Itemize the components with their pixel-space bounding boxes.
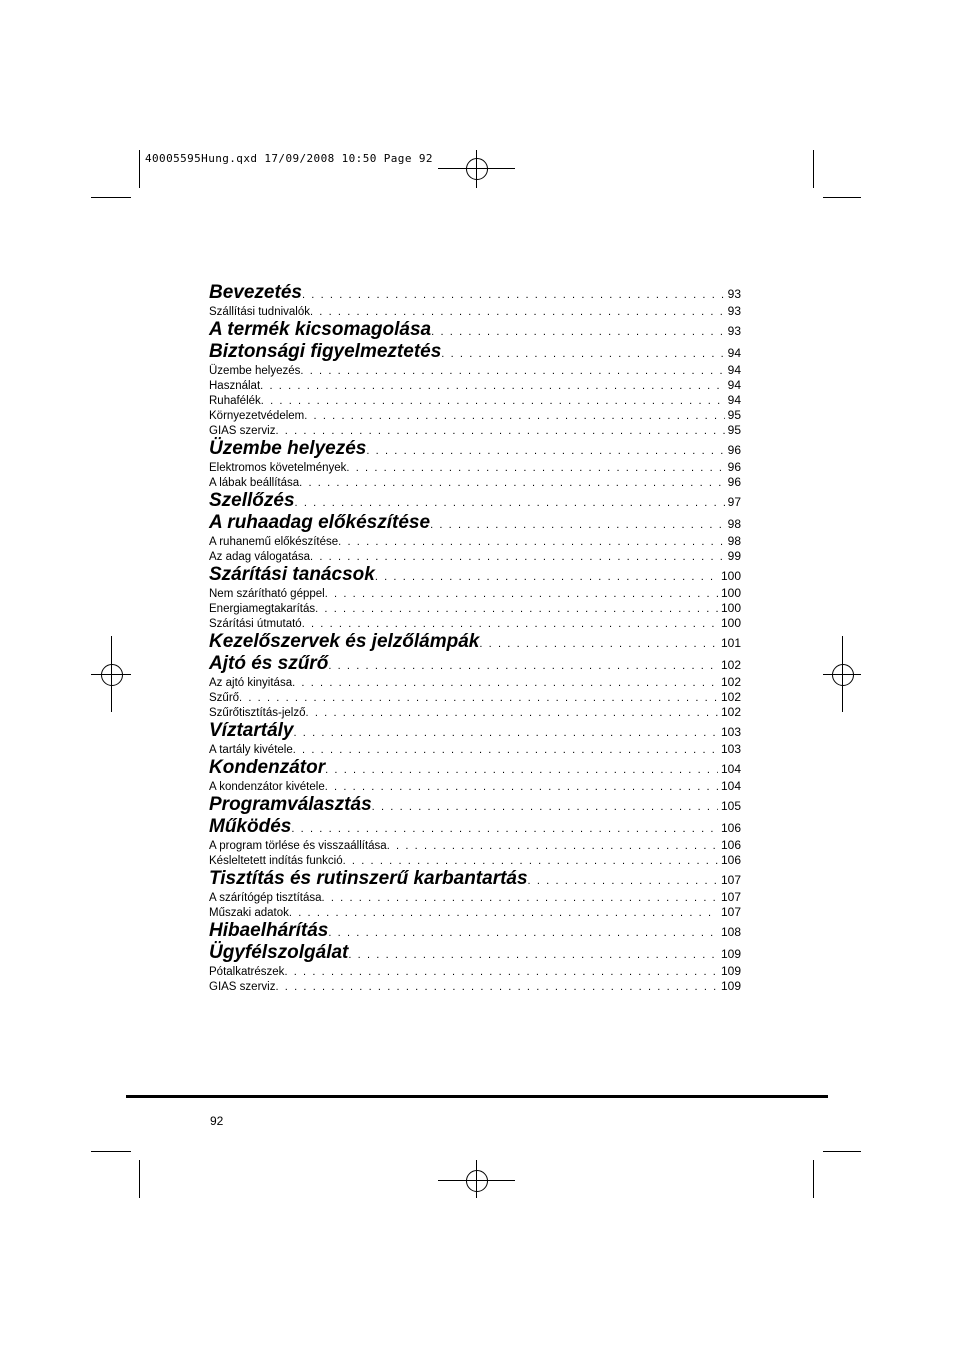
- toc-section: [209, 490, 741, 512]
- toc-page-number: 94: [727, 378, 741, 392]
- toc-label: Az adag válogatása: [209, 551, 311, 563]
- toc-leader-dots: [366, 445, 724, 457]
- crop-mark: [813, 150, 814, 188]
- toc-leader-dots: [315, 603, 718, 615]
- toc-leader-dots: [310, 551, 725, 563]
- toc-leader-dots: [387, 840, 718, 852]
- toc-page-number: 100: [720, 601, 741, 615]
- toc-section: [209, 564, 741, 586]
- registration-circle: [466, 1170, 488, 1192]
- toc-leader-dots: [293, 727, 717, 739]
- toc-page-number: 100: [720, 616, 741, 630]
- toc-leader-dots: [328, 660, 718, 672]
- toc-page-number: 102: [720, 705, 741, 719]
- toc-label: Kezelőszervek és jelzőlámpák: [209, 631, 480, 652]
- toc-label: Műszaki adatok: [209, 907, 289, 919]
- toc-subsection: [209, 964, 741, 979]
- toc-section: [209, 942, 741, 964]
- toc-leader-dots: [325, 781, 718, 793]
- toc-section: [209, 653, 741, 675]
- toc-page-number: 104: [720, 762, 741, 776]
- toc-page-number: 94: [727, 346, 741, 360]
- toc-label: Működés: [209, 816, 292, 837]
- toc-subsection: [209, 690, 741, 705]
- toc-label: GIAS szerviz: [209, 425, 276, 437]
- toc-leader-dots: [293, 744, 718, 756]
- toc-subsection: [209, 838, 741, 853]
- toc-subsection: [209, 853, 741, 868]
- toc-leader-dots: [372, 801, 718, 813]
- toc-subsection: [209, 779, 741, 794]
- toc-subsection: [209, 363, 741, 378]
- toc-leader-dots: [306, 707, 718, 719]
- toc-subsection: [209, 378, 741, 393]
- toc-page-number: 107: [720, 905, 741, 919]
- crop-mark: [91, 1151, 131, 1152]
- toc-leader-dots: [289, 907, 718, 919]
- toc-leader-dots: [302, 289, 725, 301]
- toc-label: Ruhafélék: [209, 395, 261, 407]
- toc-subsection: [209, 979, 741, 994]
- toc-page-number: 93: [727, 324, 741, 338]
- toc-label: A lábak beállítása: [209, 477, 300, 489]
- toc-label: Ajtó és szűrő: [209, 653, 329, 674]
- toc-leader-dots: [304, 410, 724, 422]
- toc-leader-dots: [292, 677, 718, 689]
- toc-subsection: [209, 475, 741, 490]
- toc-leader-dots: [260, 380, 725, 392]
- toc-page-number: 98: [727, 517, 741, 531]
- toc-label: Késleltetett indítás funkció: [209, 855, 343, 867]
- crop-mark: [813, 1160, 814, 1198]
- toc-leader-dots: [441, 348, 724, 360]
- toc-page-number: 109: [720, 964, 741, 978]
- toc-section: [209, 816, 741, 838]
- toc-label: Víztartály: [209, 720, 294, 741]
- toc-page-number: 100: [720, 586, 741, 600]
- toc-subsection: [209, 905, 741, 920]
- toc-section: [209, 282, 741, 304]
- toc-subsection: [209, 549, 741, 564]
- print-slug: 40005595Hung.qxd 17/09/2008 10:50 Page 92: [145, 152, 433, 165]
- toc-label: Biztonsági figyelmeztetés: [209, 341, 442, 362]
- toc-leader-dots: [348, 949, 718, 961]
- toc-subsection: [209, 460, 741, 475]
- toc-leader-dots: [299, 477, 724, 489]
- toc-label: A szárítógép tisztítása: [209, 892, 322, 904]
- toc-page-number: 108: [720, 925, 741, 939]
- toc-section: [209, 438, 741, 460]
- toc-subsection: [209, 393, 741, 408]
- toc-page-number: 109: [720, 979, 741, 993]
- crop-mark: [139, 150, 140, 188]
- toc-page-number: 96: [727, 443, 741, 457]
- table-of-contents: [209, 282, 741, 994]
- footer-rule: [126, 1095, 828, 1098]
- toc-subsection: [209, 304, 741, 319]
- toc-leader-dots: [430, 519, 725, 531]
- toc-label: Szárítási útmutató: [209, 618, 302, 630]
- registration-circle: [832, 664, 854, 686]
- toc-leader-dots: [325, 588, 718, 600]
- toc-page-number: 102: [720, 675, 741, 689]
- toc-leader-dots: [528, 875, 718, 887]
- toc-leader-dots: [322, 892, 718, 904]
- toc-page-number: 104: [720, 779, 741, 793]
- toc-leader-dots: [325, 764, 718, 776]
- toc-section: [209, 920, 741, 942]
- toc-label: Programválasztás: [209, 794, 372, 815]
- toc-subsection: [209, 408, 741, 423]
- toc-label: Pótalkatrészek: [209, 966, 285, 978]
- toc-subsection: [209, 586, 741, 601]
- toc-label: Ügyfélszolgálat: [209, 942, 349, 963]
- toc-section: [209, 868, 741, 890]
- page-number: 92: [210, 1114, 224, 1128]
- toc-leader-dots: [295, 497, 725, 509]
- toc-page-number: 102: [720, 658, 741, 672]
- toc-page-number: 106: [720, 821, 741, 835]
- toc-label: A ruhaadag előkészítése: [209, 512, 431, 533]
- toc-page-number: 95: [727, 423, 741, 437]
- toc-section: [209, 720, 741, 742]
- toc-label: Nem szárítható géppel: [209, 588, 325, 600]
- toc-page-number: 107: [720, 873, 741, 887]
- toc-page-number: 94: [727, 393, 741, 407]
- toc-label: Szárítási tanácsok: [209, 564, 375, 585]
- toc-section: [209, 341, 741, 363]
- toc-leader-dots: [343, 855, 718, 867]
- toc-label: Elektromos követelmények: [209, 462, 347, 474]
- toc-leader-dots: [261, 395, 725, 407]
- crop-mark: [139, 1160, 140, 1198]
- toc-leader-dots: [291, 823, 718, 835]
- toc-subsection: [209, 675, 741, 690]
- toc-page-number: 97: [727, 495, 741, 509]
- toc-subsection: [209, 890, 741, 905]
- registration-circle: [466, 158, 488, 180]
- toc-leader-dots: [338, 536, 725, 548]
- toc-section: [209, 319, 741, 341]
- toc-label: Szűrőtisztítás-jelző: [209, 707, 306, 719]
- toc-page-number: 95: [727, 408, 741, 422]
- toc-label: A termék kicsomagolása: [209, 319, 432, 340]
- toc-subsection: [209, 534, 741, 549]
- toc-page-number: 100: [720, 569, 741, 583]
- toc-leader-dots: [275, 425, 724, 437]
- crop-mark: [823, 197, 861, 198]
- toc-page-number: 106: [720, 853, 741, 867]
- toc-label: Szellőzés: [209, 490, 295, 511]
- toc-page-number: 93: [727, 304, 741, 318]
- crop-mark: [91, 197, 131, 198]
- toc-leader-dots: [310, 306, 725, 318]
- toc-label: Szállítási tudnivalók: [209, 306, 310, 318]
- toc-label: A ruhanemű előkészítése: [209, 536, 339, 548]
- toc-label: Hibaelhárítás: [209, 920, 329, 941]
- toc-leader-dots: [284, 966, 718, 978]
- toc-label: Bevezetés: [209, 282, 302, 303]
- toc-leader-dots: [479, 638, 718, 650]
- toc-subsection: [209, 601, 741, 616]
- toc-label: Kondenzátor: [209, 757, 326, 778]
- toc-page-number: 105: [720, 799, 741, 813]
- toc-label: Tisztítás és rutinszerű karbantartás: [209, 868, 528, 889]
- toc-label: A program törlése és visszaállítása: [209, 840, 387, 852]
- toc-leader-dots: [431, 326, 725, 338]
- toc-leader-dots: [239, 692, 718, 704]
- toc-page-number: 96: [727, 475, 741, 489]
- toc-subsection: [209, 616, 741, 631]
- toc-leader-dots: [328, 927, 718, 939]
- toc-page-number: 106: [720, 838, 741, 852]
- toc-section: [209, 794, 741, 816]
- registration-circle: [101, 664, 123, 686]
- toc-page-number: 98: [727, 534, 741, 548]
- toc-leader-dots: [346, 462, 724, 474]
- toc-leader-dots: [300, 365, 724, 377]
- toc-page-number: 101: [720, 636, 741, 650]
- toc-page-number: 107: [720, 890, 741, 904]
- toc-label: Energiamegtakarítás: [209, 603, 316, 615]
- toc-page-number: 102: [720, 690, 741, 704]
- toc-subsection: [209, 742, 741, 757]
- toc-leader-dots: [375, 571, 718, 583]
- toc-page-number: 99: [727, 549, 741, 563]
- toc-subsection: [209, 423, 741, 438]
- toc-page-number: 96: [727, 460, 741, 474]
- toc-leader-dots: [302, 618, 718, 630]
- toc-subsection: [209, 705, 741, 720]
- toc-page-number: 109: [720, 947, 741, 961]
- toc-label: Üzembe helyezés: [209, 438, 367, 459]
- toc-label: Szűrő: [209, 692, 240, 704]
- toc-label: GIAS szerviz: [209, 981, 276, 993]
- toc-label: Üzembe helyezés: [209, 365, 301, 377]
- toc-leader-dots: [275, 981, 718, 993]
- toc-section: [209, 631, 741, 653]
- toc-label: A tartály kivétele: [209, 744, 293, 756]
- toc-label: Használat: [209, 380, 261, 392]
- toc-label: Az ajtó kinyitása: [209, 677, 293, 689]
- toc-page-number: 103: [720, 742, 741, 756]
- toc-section: [209, 757, 741, 779]
- toc-section: [209, 512, 741, 534]
- toc-label: A kondenzátor kivétele: [209, 781, 325, 793]
- toc-page-number: 93: [727, 287, 741, 301]
- toc-page-number: 103: [720, 725, 741, 739]
- toc-label: Környezetvédelem: [209, 410, 305, 422]
- toc-page-number: 94: [727, 363, 741, 377]
- crop-mark: [823, 1151, 861, 1152]
